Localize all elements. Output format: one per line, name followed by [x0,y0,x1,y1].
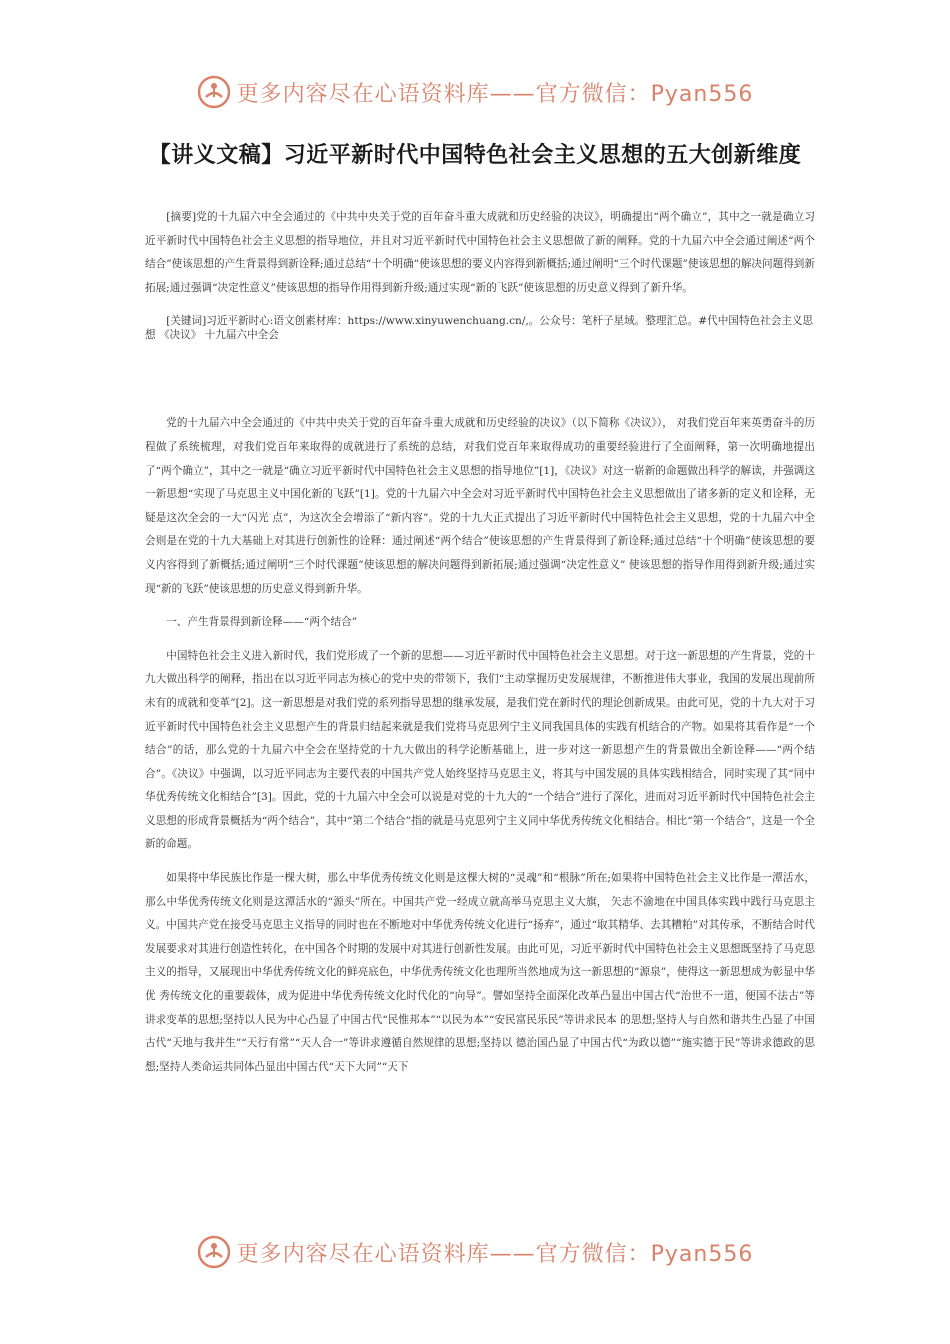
section-paragraph: 如果将中华民族比作是一棵大树，那么中华优秀传统文化则是这棵大树的“灵魂”和“根脉”所在;如果将中国特色社会主义比作是一潭活水，那么中华优秀传统文化则是这潭活水的“源头”所在。中国共产党一经成立就高举马克思主义大旗， 矢志不渝地在中国具体实践中践行马克思主义。中国共产党在接受马克思主义指导的同时也在不断地对中华优秀传统文化进行“扬弃”，通过“取其精华、去其糟粕”对其传承，不断结合时代发展要求对其进行创造性转化，在中国各个时期的发展中对其进行创新性发展。由此可见，习近平新时代中国特色社会主义思想既坚持了马克思主义的指导，又展现出中华优秀传统文化的鲜亮底色，中华优秀传统文化也理所当然地成为这一新思想的“源泉”，使得这一新思想成为彰显中华优 秀传统文化的重要载体，成为促进中华优秀传统文化时代化的“向导”。譬如坚持全面深化改革凸显出中国古代“治世不一道，便国不法古”等讲求变革的思想;坚持以人民为中心凸显了中国古代“民惟邦本”“以民为本”“安民富民乐民”等讲求民本 的思想;坚持人与自然和谐共生凸显了中国古代“天地与我并生”“天行有常”“天人合一”等讲求遵循自然规律的思想;坚持以 德治国凸显了中国古代“为政以德”“施实德于民”等讲求德政的思想;坚持人类命运共同体凸显出中国古代“天下大同”“天下 [145,872,815,1073]
footer-banner [0,1232,950,1272]
document-body [145,206,815,1089]
book-logo-icon [197,75,231,109]
footer-banner-text: 更多内容尽在心语资料库——官方微信：Pyan556 [236,1241,754,1267]
abstract: [摘要]党的十九届六中全会通过的《中共中央关于党的百年奋斗重大成就和历史经验的决议》，明确提出“两个确立”，其中之一就是确立习近平新时代中国特色社会主义思想的指导地位，并且对习近平新时代中国特色社会主义思想做了新的阐释。党的十九届六中全会通过阐述“两个结合”使该思想的产生背景得到新诠释;通过总结“十个明确”使该思想的要义内容得到新概括;通过阐明“三个时代课题”使该思想的解决问题得到新拓展;通过强调“决定性意义”使该思想的指导作用得到新升级;通过实现“新的飞跃”使该思想的历史意义得到了新升华。 [145,211,815,294]
section-heading: 一、产生背景得到新诠释——“两个结合” [166,616,358,629]
header-banner [0,72,950,112]
keywords: [关键词]习近平新时心:语文创素材库：https://www.xinyuwenchuang.cn/,。公众号：笔杆子星域。整理汇总。#代中国特色社会主义思想 《决议》 十九届六中全会 [145,315,814,342]
document-title: 【讲义文稿】习近平新时代中国特色社会主义思想的五大创新维度 [148,143,802,168]
header-banner-text: 更多内容尽在心语资料库——官方微信：Pyan556 [236,81,754,107]
intro-paragraph: 党的十九届六中全会通过的《中共中央关于党的百年奋斗重大成就和历史经验的决议》（以下简称《决议》）， 对我们党百年来英勇奋斗的历程做了系统梳理，对我们党百年来取得的成就进行了系统的总结，对我们党百年来取得成功的重要经验进行了全面阐释，第一次明确地提出了“两个确立”，其中之一就是“确立习近平新时代中国特色社会主义思想的指导地位”[1]，《决议》对这一崭新的命题做出科学的解读，并强调这一新思想“实现了马克思主义中国化新的飞跃”[1]。党的十九届六中全会对习近平新时代中国特色社会主义思想做出了诸多新的定义和诠释，无疑是这次全会的一大“闪光 点”，为这次全会增添了“新内容”。党的十九大正式提出了习近平新时代中国特色社会主义思想，党的十九届六中全会则是在党的十九大基础上对其进行创新性的诠释：通过阐述“两个结合”使该思想的产生背景得到了新诠释;通过总结“十个明确”使该思想的要义内容得到了新概括;通过阐明“三个时代课题”使该思想的解决问题得到新拓展;通过强调“决定性意义” 使该思想的指导作用得到新升级;通过实现“新的飞跃”使该思想的历史意义得到新升华。 [145,417,815,595]
section-paragraph: 中国特色社会主义进入新时代，我们党形成了一个新的思想——习近平新时代中国特色社会主义思想。对于这一新思想的产生背景，党的十九大做出科学的阐释，指出在以习近平同志为核心的党中央的带领下，我们“主动掌握历史发展规律，不断推进伟大事业，我国的发展出现前所未有的成就和变革”[2]。这一新思想是对我们党的系列指导思想的继承发展，是我们党在新时代的理论创新成果。由此可见，党的十九大对于习近平新时代中国特色社会主义思想产生的背景归结起来就是我们党将马克思列宁主义同我国具体的实践有机结合的产物。如果将其看作是“一个结合”的话，那么党的十九届六中全会在坚持党的十九大做出的科学论断基础上，进一步对这一新思想产生的背景做出全新诠释——“两个结合”。《决议》中强调，以习近平同志为主要代表的中国共产党人始终坚持马克思主义，将其与中国发展的具体实践相结合，同时实现了其“同中华优秀传统文化相结合”[3]。因此，党的十九届六中全会可以说是对党的十九大的“一个结合”进行了深化，进而对习近平新时代中国特色社会主义思想的形成背景概括为“两个结合”，其中“第二个结合”指的就是马克思列宁主义同中华优秀传统文化相结合。相比“第一个结合”，这是一个全新的命题。 [145,649,815,851]
book-logo-icon [197,1235,231,1269]
